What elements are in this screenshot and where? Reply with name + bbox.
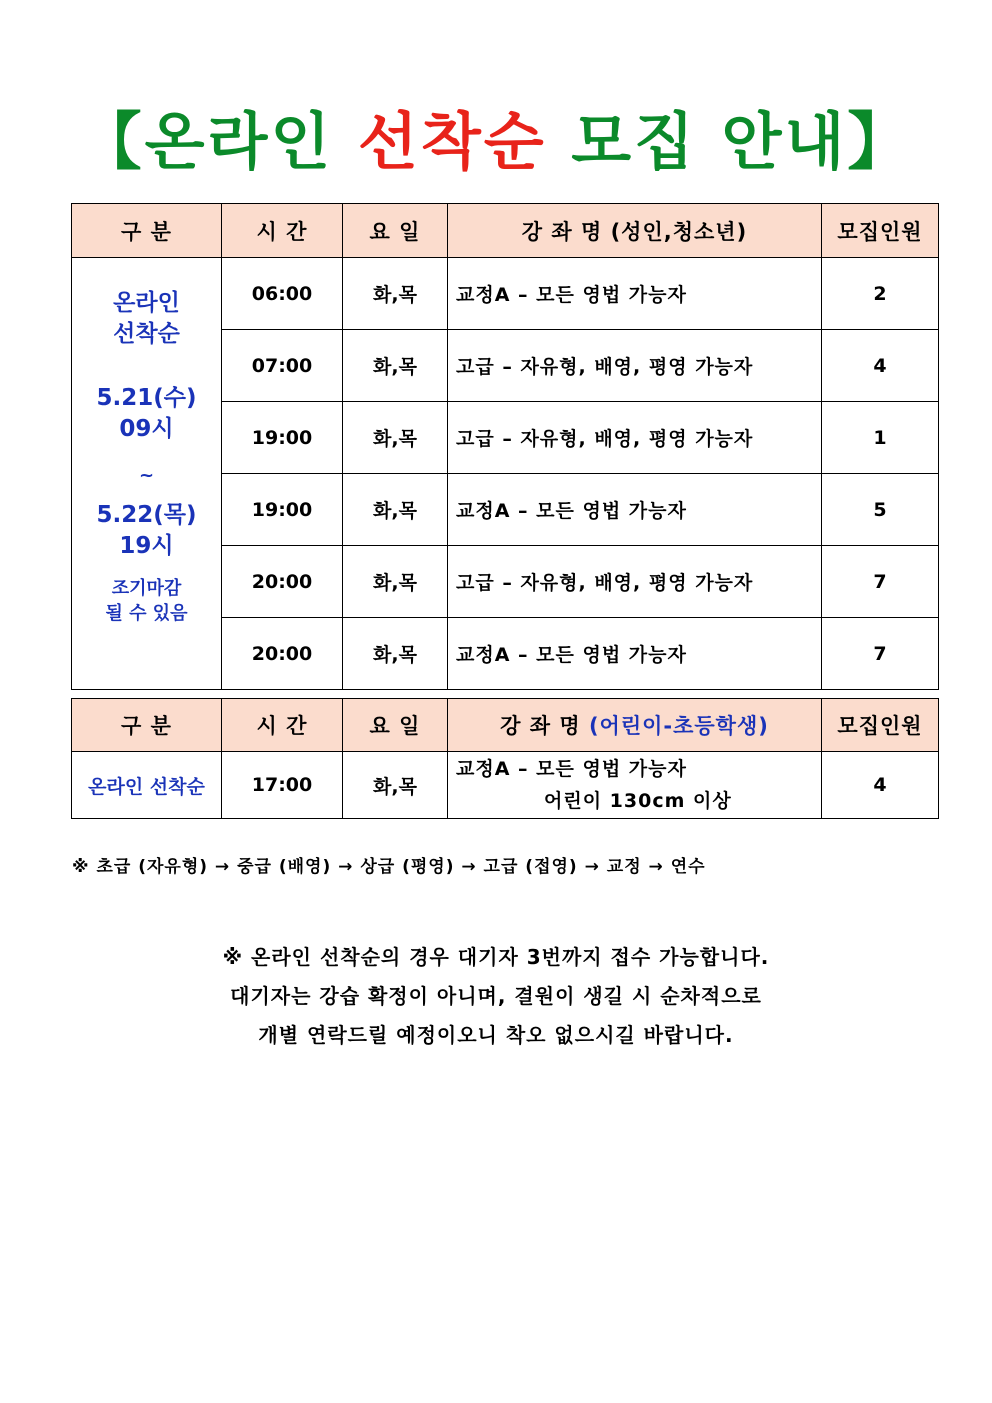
row-day: 화,목 (343, 474, 448, 546)
page-title (0, 102, 992, 182)
header-day: 요 일 (343, 204, 448, 258)
table-row (72, 258, 939, 330)
row-course-line-1: 교정A – 모든 영법 가능자 (456, 758, 687, 780)
row-day: 화,목 (343, 330, 448, 402)
row-count: 7 (822, 546, 939, 618)
adult-schedule-table (71, 203, 939, 690)
header-course-audience: (어린이-초등학생) (588, 714, 769, 738)
header-time: 시 간 (222, 699, 343, 752)
table-row (72, 752, 939, 819)
side-first-come: 선착순 (113, 321, 180, 347)
title-bracket-close: 】 (847, 105, 913, 178)
row-day: 화,목 (343, 546, 448, 618)
row-course: 고급 – 자유형, 배영, 평영 가능자 (448, 330, 822, 402)
header-category: 구 분 (72, 699, 222, 752)
title-online: 온라인 (144, 105, 334, 178)
row-course: 교정A – 모든 영법 가능자 (448, 618, 822, 690)
row-day: 화,목 (343, 752, 448, 819)
row-count: 4 (822, 330, 939, 402)
row-course: 고급 – 자유형, 배영, 평영 가능자 (448, 402, 822, 474)
header-day: 요 일 (343, 699, 448, 752)
row-course: 교정A – 모든 영법 가능자 (448, 474, 822, 546)
side-online: 온라인 (113, 290, 180, 316)
row-course: 교정A – 모든 영법 가능자 (448, 258, 822, 330)
header-course (448, 699, 822, 752)
row-course-line-2: 어린이 130cm 이상 (544, 790, 732, 812)
title-first-come: 선착순 (357, 105, 547, 178)
row-count: 7 (822, 618, 939, 690)
row-course (448, 752, 822, 819)
row-category: 온라인 선착순 (72, 752, 222, 819)
end-date: 5.22(목) (96, 502, 197, 528)
children-schedule-table (71, 698, 939, 819)
level-progression-note: ※ 초급 (자유형) → 중급 (배영) → 상급 (평영) → 고급 (접영) → 교정 → 연수 (72, 857, 706, 877)
row-count: 1 (822, 402, 939, 474)
row-day: 화,목 (343, 258, 448, 330)
start-time: 09시 (119, 416, 174, 442)
title-recruit-notice: 모집 안내 (571, 105, 848, 178)
row-course: 고급 – 자유형, 배영, 평영 가능자 (448, 546, 822, 618)
table-header-row (72, 204, 939, 258)
period-tilde: ~ (138, 465, 155, 486)
notice-line-1: ※ 온라인 선착순의 경우 대기자 3번까지 접수 가능합니다. (222, 945, 770, 969)
header-course-prefix: 강 좌 명 (500, 714, 581, 738)
row-day: 화,목 (343, 402, 448, 474)
end-time: 19시 (119, 533, 174, 559)
header-course: 강 좌 명 (성인,청소년) (448, 204, 822, 258)
waitlist-notice (0, 938, 992, 1055)
row-time: 20:00 (222, 546, 343, 618)
header-count: 모집인원 (822, 699, 939, 752)
registration-period-cell (72, 258, 222, 690)
header-category: 구 분 (72, 204, 222, 258)
row-time: 06:00 (222, 258, 343, 330)
early-close-note-2: 될 수 있음 (105, 603, 188, 624)
row-time: 19:00 (222, 402, 343, 474)
header-count: 모집인원 (822, 204, 939, 258)
notice-line-3: 개별 연락드릴 예정이오니 착오 없으시길 바랍니다. (258, 1023, 734, 1047)
row-time: 17:00 (222, 752, 343, 819)
row-time: 20:00 (222, 618, 343, 690)
start-date: 5.21(수) (96, 385, 197, 411)
row-day: 화,목 (343, 618, 448, 690)
notice-line-2: 대기자는 강습 확정이 아니며, 결원이 생길 시 순차적으로 (230, 984, 762, 1008)
row-time: 07:00 (222, 330, 343, 402)
row-count: 4 (822, 752, 939, 819)
row-time: 19:00 (222, 474, 343, 546)
row-count: 2 (822, 258, 939, 330)
title-bracket-open: 【 (79, 105, 145, 178)
table-header-row (72, 699, 939, 752)
early-close-note-1: 조기마감 (111, 578, 182, 599)
header-time: 시 간 (222, 204, 343, 258)
row-count: 5 (822, 474, 939, 546)
